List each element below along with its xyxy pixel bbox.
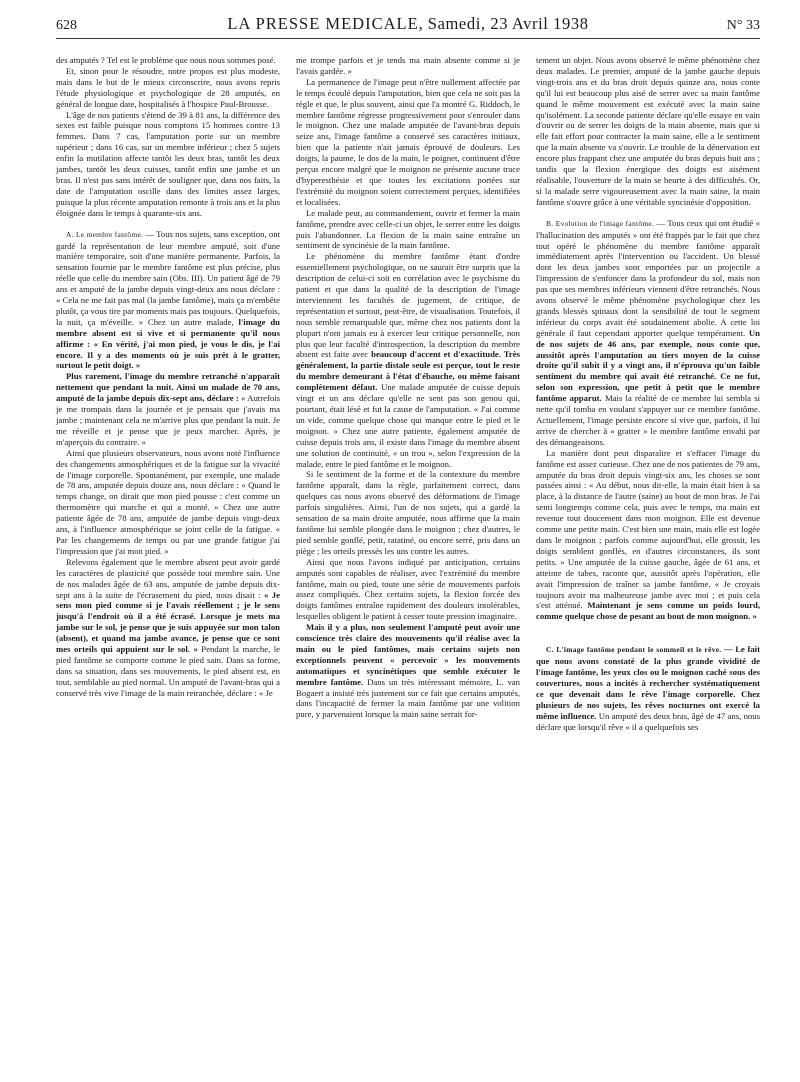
- paragraph: des amputés ? Tel est le problème que nous nous sommes posé.: [56, 55, 276, 65]
- emphasis-text: beaucoup d'accent et d'exactitude. Très généralement, la partie distale seule est perçue, tout le reste du membre demeurant à l'état d'ébauche, ou même faisant complètement défaut.: [296, 349, 520, 393]
- section-b: [536, 218, 760, 448]
- emphasis-text: l'image du membre absent est si vive et si permanente qu'il nous affirme : « En vérité, j'ai mon pied, je vous le dis, je l'ai encore. Il y a des moments où je suis prêt à le gratter, surtout le petit doigt. »: [56, 316, 280, 371]
- paragraph-text: Dans un très intéressant mémoire, L. van Bogaert a insisté très justement sur ce fait que certains amputés, dans l'incapacité de fermer la main fantôme par une volition pure, y parvenaient lorsque la main saine serrait for-: [296, 676, 520, 720]
- section-heading: C. L'image fantôme pendant le sommeil et le rêve.: [546, 645, 722, 655]
- paragraph: me trompe parfois et je tends ma main absente comme si je l'avais gardée. »: [296, 55, 520, 76]
- emphasis-text: Mais il y a plus, non seulement l'amputé peut avoir une conscience très claire des mouvements qu'il réalise avec la main ou le pied fantômes, mais certains sujets non exceptionnels peuvent « percevoir » les mouvements automatiques et syncinétiques que semble exécuter le membre fantôme.: [296, 622, 520, 687]
- section-c: [536, 644, 760, 732]
- column-3: [536, 55, 760, 732]
- journal-name: LA PRESSE MEDICALE,: [227, 14, 424, 33]
- section-heading: B. Evolution de l'image fantôme.: [546, 218, 655, 228]
- paragraph: Le malade peut, au commandement, ouvrir et fermer la main fantôme, prendre avec celle-ci un objet, le serrer entre les doigts puis l'abandonner. La flexion de la main saine entraîne un sentiment de syncinésie de la main fantôme.: [296, 207, 520, 251]
- emphasis-text: Maintenant je sens comme un poids lourd, comme quelque chose de pesant au bout de mon moignon. »: [536, 600, 760, 622]
- paragraph-text: La manière dont peut disparaître et s'effacer l'image du fantôme est assez curieuse. Chez une de nos patientes de 79 ans, amputée du bras droit depuis vingt-six ans, les choses se sont passées ainsi : « Au début, nous dit-elle, la main était bien à sa place, à la distance de l'autre (saine) au bout de mon bras. Je l'ai senti longtemps comme cela, puis avec le temps, ma main est revenue tout doucement dans mon moignon. Elle est devenue comme une petite main. C'est bien une main, mais elle est logée dans le moignon ; parfois comme aujourd'hui, elle grossit, les doigts semblent gonflés, en d'autres circonstances, ils sont petits. » Une amputée de la cuisse gauche, âgée de 61 ans, et atteinte de tabes, raconte que, aussitôt après l'opération, elle avait l'impression de traîner sa jambe fantôme. « Je croyais toujours avoir ma malheureuse jambe avec moi ; et puis cela s'est atténué.: [536, 447, 760, 611]
- paragraph: tement un objet. Nous avons observé le même phénomène chez deux malades. Le premier, amputé de la jambe gauche depuis vingt-trois ans et du bras droit depuis quinze ans, nous conte qu'il lui est beaucoup plus aisé de serrer avec sa main fantôme quand le même mouvement est exécuté avec la main saine qu'isolément. La seconde patiente déclare qu'elle essaye en vain d'ouvrir ou de serrer les doigts de la main absente, mais que si elle fait effort pour contracter la main saine, elle a le sentiment que la main absente va s'ouvrir. Le trouble de la dénervation est encore plus frappant chez une amputée du bras depuis huit ans ; tandis que la flexion énergique des doigts est aisément réalisable, l'ouverture de la main se heurte à des difficultés. Or, si la malade serre vigoureusement avec la main saine, la main fantôme s'ouvre grâce à une véritable syncinésie d'opposition.: [536, 55, 760, 207]
- issue-number: N° 33: [726, 18, 760, 33]
- paragraph-text: Une malade amputée de cuisse depuis vingt et un ans déclare qu'elle ne sent pas son genou qui, pourtant, était lésé et fut la cause de l'amputation. « J'ai comme un vide, comme quelque chose qui manque entre le pied et le moignon. » Chez une autre patiente, également amputée de cuisse depuis trois ans, il existe dans l'image du membre absent une solution de continuité, « un trou », selon l'expression de la malade, entre le pied fantôme et le moignon.: [296, 382, 520, 469]
- section-heading: A. Le membre fantôme.: [66, 229, 144, 239]
- column-2: [296, 55, 520, 732]
- emphasis-text: — Le fait que nous avons constaté de la plus grande vividité de l'image fantôme, les yeux clos ou le moignon caché sous des couvertures, nous a incités à rechercher systématiquement ce que devenait dans le rêve l'image corporelle. Chez plusieurs de nos sujets, les rêves nocturnes ont exercé la même influence.: [536, 644, 760, 721]
- paragraph: [56, 557, 280, 699]
- paragraph-text: — Tous nos sujets, sans exception, ont gardé la représentation de leur membre amputé, soit d'une manière temporaire, soit d'une manière permanente. Parfois, la sensation fournie par le membre fantôme est plus précise, plus réelle que celle du membre sain (Obs. III). Un patient âgé de 79 ans et amputé de la jambe depuis vingt-deux ans nous déclare : « Cela ne me fait pas mal (la jambe fantôme), mais ça m'embête plutôt, ça vous tire par moments mais pas toujours. Quelquefois, la nuit, ça m'éveille. » Chez un autre malade,: [56, 228, 280, 327]
- column-1: [56, 55, 280, 732]
- paragraph-text: Le phénomène du membre fantôme étant d'ordre essentiellement psychologique, on ne saurait être surpris que la description de celui-ci soit en corrélation avec le psychisme du patient et que dans la qualité de la description de l'image interviennent les facultés de jugement, de critique, de représentation et surtout, peut-être, de visualisation. Toutefois, il nous semble remarquable que, même chez nos patients dont la plupart n'ont jamais eu à exercer leur critique personnelle, non plus que leur faculté d'introspection, la description du membre absent est faite avec: [296, 251, 520, 360]
- paragraph: L'âge de nos patients s'étend de 39 à 81 ans, la différence des sexes est faible puisque nous comptons 15 hommes contre 13 femmes. Dans 7 cas, l'amputation porte sur un membre supérieur ; dans 16 cas, sur un membre inférieur ; chez 5 sujets enfin la mutilation affecte tantôt les deux bras, tantôt les deux jambes, tantôt les deux cuisses, tantôt enfin une jambe et un bras. Il n'est pas sans intérêt de souligner que, dans nos faits, la date de l'amputation oscille dans des limites assez larges, puisque la plus récente amputation remonte à trois ans et la plus éloignée dans le temps à quarante-six ans.: [56, 109, 280, 218]
- paragraph-text: Relevons également que le membre absent peut avoir gardé les caractères de plasticité que possède tout membre sain. Une de nos malades âgée de 63 ans, amputée de jambe depuis dix-sept ans à la suite de l'écrasement du pied, nous disait :: [56, 556, 280, 600]
- emphasis-text: Plus rarement, l'image du membre retranché n'apparaît nettement que pendant la nuit. Ainsi un malade de 70 ans, amputé de la jambe depuis dix-sept ans, déclare :: [56, 371, 280, 404]
- emphasis-text: Un de nos sujets de 46 ans, par exemple, nous conte que, aussitôt après l'amputation au tiers moyen de la cuisse droite qu'il subit il y a vingt ans, il n'éprouva qu'un faible sentiment du membre qui avait été retranché. Ce ne fut, selon son expression, que petit à petit que le membre fantôme apparut.: [536, 327, 760, 404]
- section-a: [56, 229, 280, 372]
- paragraph: Ainsi que plusieurs observateurs, nous avons noté l'influence des changements atmosphériques et de la fatigue sur la vivacité de l'image corporelle. Spontanément, par exemple, une malade de 78 ans, amputée depuis douze ans, nous déclare : « Quand le temps change, on dirait que mon pied pousse : c'est comme un thermomètre qui marche et qui a monté. » Chez une autre patiente âgée de 78 ans, amputée de jambe depuis vingt-deux ans, à l'influence atmosphérique se joint celle de la fatigue. « Par les changements de temps ou par une grande fatigue j'ai l'impression que j'ai mon pied. »: [56, 447, 280, 556]
- paragraph: [536, 448, 760, 623]
- article-body: [56, 55, 760, 732]
- journal-title: [116, 14, 700, 34]
- paragraph: [296, 622, 520, 720]
- paragraph: La permanence de l'image peut n'être nullement affectée par le temps écoulé depuis l'amputation, bien que cela ne soit pas la règle et que, le plus souvent, ainsi que l'a montré G. Riddoch, le membre fantôme régresse progressivement pour s'enrouler dans le moignon. Chez une malade amputée de l'avant-bras depuis seize ans, l'image fantôme a conservé ses caractères initiaux, bien que la patiente n'ait jamais éprouvé de douleurs. Les doigts, la paume, le dos de la main, le poignet, continuent d'être perçus encore malgré que le moignon ne présente aucune trace d'hyperesthésie et que toutes les excitations portées sur l'extrémité du moignon soient correctement perçues, identifiées et localisées.: [296, 76, 520, 207]
- paragraph: Ainsi que nous l'avons indiqué par anticipation, certains amputés sont capables de réaliser, avec l'extrémité du membre fantôme, main ou pied, toute une série de mouvements parfois assez compliqués. Chez certains sujets, la flexion forcée des doigts fantômes entraîne rapidement des douleurs intolérables, lesquelles obligent le patient à cesser toute pression imaginaire.: [296, 556, 520, 622]
- paragraph: Si le sentiment de la forme et de la contexture du membre fantôme apparaît, dans la règle, parfaitement correct, dans quelques cas nous avons observé des déformations de l'image parfois singulières. Ainsi, l'un de nos sujets, qui a gardé la sensation de sa main droite amputée, nous affirme que la main fantôme lui semble plongée dans le moignon ; chez d'autres, le pied semble gonflé, petit, ratatiné, ou encore serré, pris dans un piège ; les orteils pressés les uns contre les autres.: [296, 469, 520, 556]
- paragraph-text: « Autrefois je me trompais dans la journée et je pensais que j'avais ma jambe ; maintenant cela ne m'arrive plus que pendant la nuit. Je me réveille et je pense que je peux marcher. Après, je m'aperçois du contraire. »: [56, 393, 280, 447]
- paragraph: [296, 251, 520, 469]
- emphasis-text: « Je sens mon pied comme si je l'avais réellement ; je le sens jusqu'à l'endroit où il a été écrasé. Lorsque je mets ma jambe sur le sol, je pense que je suis appuyée sur mon talon (absent), et quand ma jambe avance, je pense que ce sont mes orteils qui appuient sur le sol. »: [56, 589, 280, 655]
- page-number: 628: [56, 18, 77, 33]
- paragraph-text: Un amputé des deux bras, âgé de 47 ans, nous déclare que lorsqu'il rêve « il a quelquefois ses: [536, 710, 760, 732]
- paragraph-text: — Tous ceux qui ont étudié « l'hallucination des amputés » ont été frappés par le fait que chez tout opéré le phénomène du membre fantôme apparaît immédiatement après l'intervention ou l'accident. Un blessé dont les deux jambes sont emportées par un projectile a l'impression de s'enfoncer dans la profondeur du sol, mais non pas que ses membres inférieurs viennent d'être retranchés. Nous avons observé le même phénomène psychologique chez les grands blessés spinaux dont la sensibilité de tout le segment inférieur du corps avait été soudainement abolie. A cette loi générale il faut cependant apporter quelque tempérament.: [536, 217, 760, 338]
- issue-date: Samedi, 23 Avril 1938: [427, 14, 589, 33]
- paragraph: Et, sinon pour le résoudre, notre propos est plus modeste, mais dans le but de le mieux circonscrire, nous avons repris l'étude physiologique et psychologique de 28 amputés, en général de longue date, hospitalisés à l'hospice Paul-Brousse.: [56, 65, 280, 109]
- page-header: [56, 14, 760, 39]
- paragraph-text: Pendant la marche, le pied fantôme se comporte comme le pied sain. Dans sa forme, dans sa situation, dans ses mouvements, le pied absent est, en tout, semblable au pied normal. Un amputé de l'avant-bras qui a conservé très vive l'image de la main retranchée, déclare : « Je: [56, 644, 281, 698]
- paragraph-text: Mais la réalité de ce membre lui sembla si nette qu'il tomba en voulant s'appuyer sur ce membre fantôme. Actuellement, l'image persiste encore si vive que, parfois, il lui arrive de chercher à « gratter » le membre fantôme envahi par des démangeaisons.: [536, 393, 760, 447]
- paragraph: [56, 371, 280, 447]
